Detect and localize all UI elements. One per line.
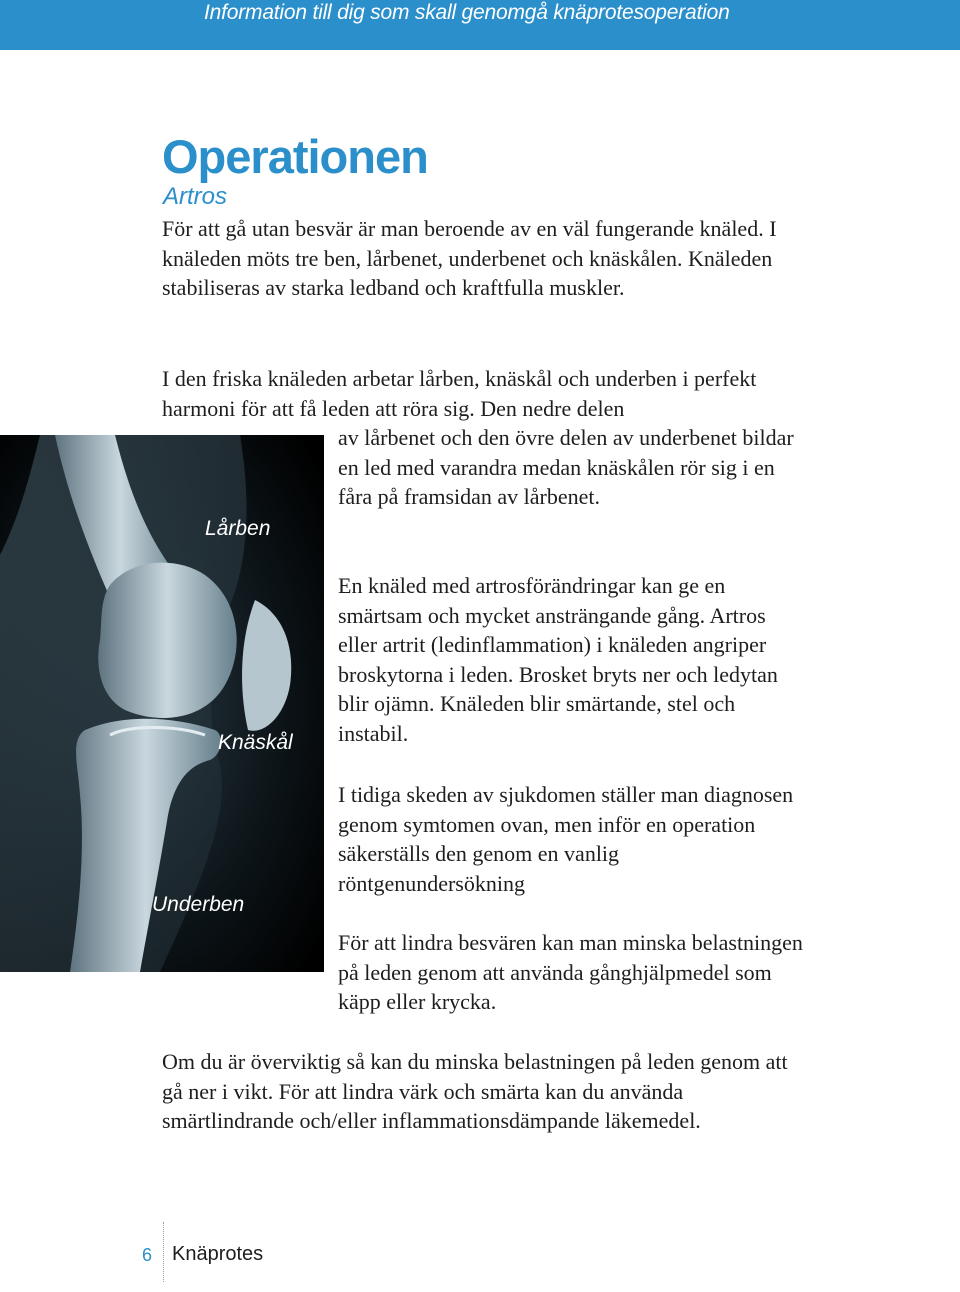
paragraph-diagnosis: I tidiga skeden av sjukdomen ställer man diagnosen genom symtomen ovan, men inför en operation säkerställs den genom en vanlig röntgenundersökning: [338, 782, 794, 896]
section-subtitle: Artros: [163, 183, 228, 210]
paragraph-weight: Om du är överviktig så kan du minska belastningen på leden genom att gå ner i vikt. För att lindra värk och smärta kan du använda smärtlindrande och/eller inflammationsdämpande läkemedel.: [162, 1049, 788, 1134]
page-title: Operationen: [162, 130, 428, 183]
label-tibia: Underben: [152, 893, 245, 916]
footer-title: Knäprotes: [172, 1243, 264, 1265]
knee-xray-image: [0, 435, 324, 972]
header-banner: [0, 0, 960, 50]
paragraph-harmony-continued: av lårbenet och den övre delen av underbenet bildar en led med varandra medan knäskålen rör sig i en fåra på framsidan av lårbenet.: [338, 425, 794, 510]
paragraph-arthritis: En knäled med artrosförändringar kan ge en smärtsam och mycket ansträngande gång. Artros eller artrit (ledinflammation) i knäleden angriper broskytorna i leden. Brosket bryts ner och ledytan blir ojämn. Knäleden blir smärtande, stel och instabil.: [338, 573, 778, 746]
knee-xray-drawing: [0, 435, 324, 972]
banner-text: Information till dig som skall genomgå knäprotesoperation: [204, 1, 730, 24]
label-patella: Knäskål: [218, 731, 293, 754]
paragraph-relief: För att lindra besvären kan man minska belastningen på leden genom att använda gånghjälpmedel som käpp eller krycka.: [338, 930, 803, 1015]
paragraph-intro: För att gå utan besvär är man beroende av en väl fungerande knäled. I knäleden möts tre ben, lårbenet, underbenet och knäskålen. Knäleden stabiliseras av starka ledband och kraftfulla muskler.: [162, 216, 777, 301]
footer-divider: [163, 1222, 164, 1282]
label-femur: Lårben: [205, 517, 271, 540]
paragraph-harmony: I den friska knäleden arbetar lårben, knäskål och underben i perfekt harmoni för att få leden att röra sig. Den nedre delen: [162, 366, 757, 421]
page-number: 6: [142, 1245, 153, 1265]
